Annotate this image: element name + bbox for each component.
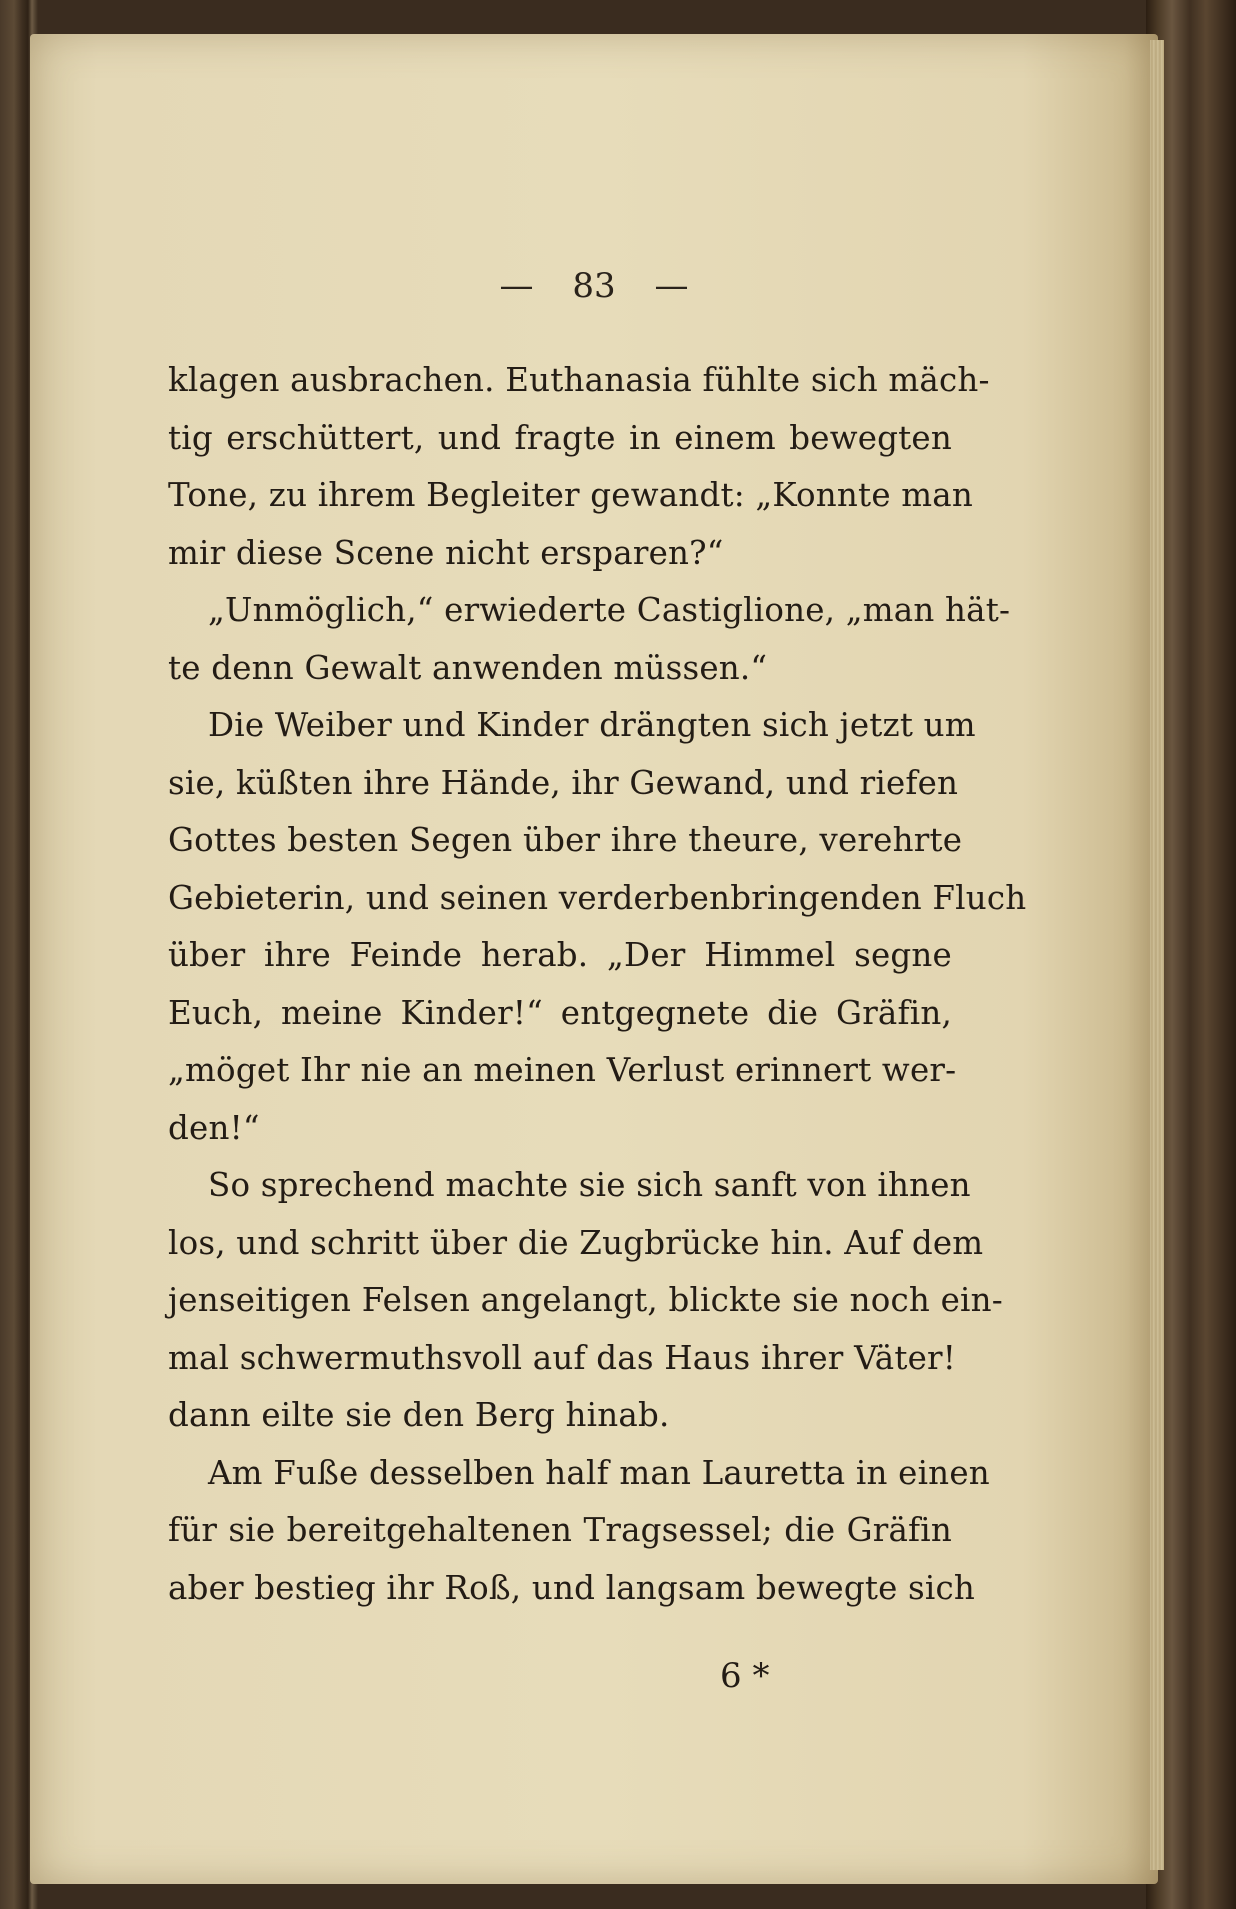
- text-line: „Unmöglich,“ erwiederte Castiglione, „man hät-: [208, 591, 1011, 629]
- text-line: jenseitigen Felsen angelangt, blickte sie noch ein-: [168, 1281, 1003, 1319]
- page-number: 83: [572, 266, 616, 306]
- text-line: tig erschüttert, und fragte in einem bewegten: [168, 418, 952, 457]
- text-line: te denn Gewalt anwenden müssen.“: [168, 648, 768, 687]
- text-line: mir diese Scene nicht ersparen?“: [168, 533, 724, 572]
- text-line: klagen ausbrachen. Euthanasia fühlte sich mäch-: [168, 361, 990, 399]
- text-line: Gebieterin, und seinen verderbenbringenden Fluch: [168, 878, 1027, 917]
- text-line: Tone, zu ihrem Begleiter gewandt: „Konnte man: [168, 476, 974, 514]
- text-line: für sie bereitgehaltenen Tragsessel; die Gräfin: [168, 1511, 952, 1549]
- page-header: [30, 266, 1158, 306]
- header-dash-left: —: [499, 266, 534, 306]
- text-line: Die Weiber und Kinder drängten sich jetzt um: [208, 706, 976, 744]
- text-line: dann eilte sie den Berg hinab.: [168, 1396, 670, 1434]
- page-body-text: [168, 352, 1027, 1617]
- text-line: Am Fuße desselben half man Lauretta in einen: [208, 1453, 990, 1492]
- page-stack-edge: [1150, 40, 1164, 1870]
- text-line: über ihre Feinde herab. „Der Himmel segne: [168, 936, 952, 974]
- text-line: sie, küßten ihre Hände, ihr Gewand, und riefen: [168, 763, 959, 802]
- text-line: „möget Ihr nie an meinen Verlust erinnert wer-: [168, 1051, 957, 1089]
- text-line: den!“: [168, 1108, 260, 1147]
- header-dash-right: —: [654, 266, 689, 306]
- text-line: Euch, meine Kinder!“ entgegnete die Gräfin,: [168, 993, 952, 1032]
- text-line: Gottes besten Segen über ihre theure, verehrte: [168, 821, 963, 859]
- text-line: aber bestieg ihr Roß, und langsam bewegte sich: [168, 1568, 976, 1607]
- text-line: mal schwermuthsvoll auf das Haus ihrer Väter!: [168, 1338, 957, 1377]
- book-page: [30, 34, 1158, 1884]
- text-line: So sprechend machte sie sich sanft von ihnen: [208, 1166, 971, 1204]
- text-line: los, und schritt über die Zugbrücke hin. Auf dem: [168, 1223, 984, 1262]
- signature-mark: 6 *: [720, 1656, 770, 1696]
